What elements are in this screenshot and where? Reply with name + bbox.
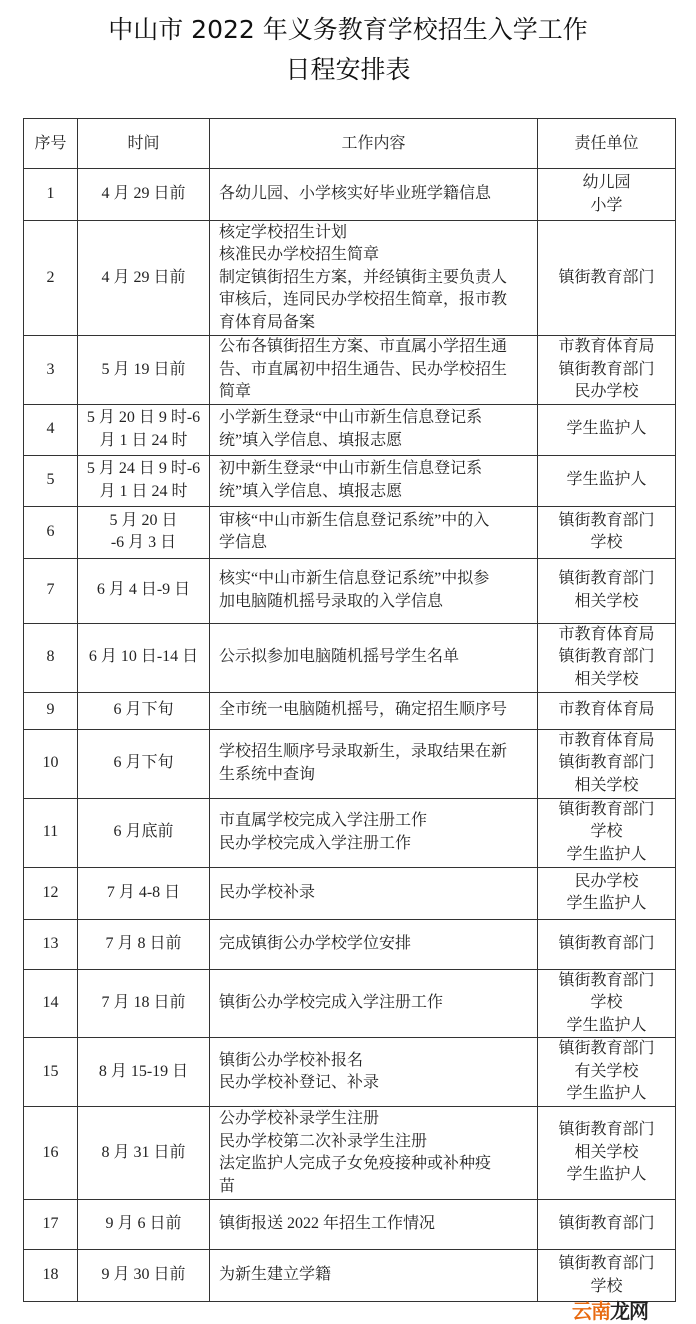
- row-unit: [538, 1107, 676, 1200]
- row-unit-line: 相关学校: [574, 776, 639, 794]
- row-unit-line: 学校: [590, 1277, 623, 1295]
- row-time: [78, 919, 210, 969]
- row-time-line: 7 月 18 日前: [101, 994, 186, 1011]
- row-content-line: 镇街公办学校补报名: [219, 1051, 364, 1069]
- row-content-line: 告、市直属初中招生通告、民办学校招生: [219, 360, 508, 378]
- row-number: 16: [24, 1107, 78, 1200]
- row-time: [78, 1200, 210, 1250]
- row-content-line: 民办学校补录: [219, 883, 316, 901]
- row-content: [210, 729, 538, 798]
- row-unit-line: 民办学校: [574, 872, 639, 890]
- row-unit-line: 镇街教育部门: [558, 1040, 655, 1058]
- row-content: [210, 506, 538, 558]
- table-row: [24, 558, 676, 623]
- row-content-line: 核准民办学校招生简章: [219, 246, 380, 264]
- document-subtitle: 日程安排表: [285, 55, 411, 84]
- row-unit-line: 镇街教育部门: [558, 1121, 655, 1139]
- row-number: 5: [24, 455, 78, 506]
- row-time: [78, 506, 210, 558]
- row-unit-line: 小学: [590, 196, 623, 214]
- row-time-line: 5 月 24 日 9 时-6: [86, 460, 201, 477]
- row-content-line: 公布各镇街招生方案、市直属小学招生通: [219, 338, 508, 355]
- header-unit: 责任单位: [538, 119, 676, 169]
- row-unit-line: 镇街教育部门: [558, 800, 655, 818]
- row-unit-line: 学生监护人: [566, 1085, 647, 1103]
- row-unit: [538, 404, 676, 455]
- row-content-line: 全市统一电脑随机摇号，确定招生顺序号: [219, 701, 508, 719]
- row-unit-line: 学校: [590, 823, 623, 841]
- row-unit: [538, 623, 676, 692]
- row-unit-line: 镇街教育部门: [558, 360, 655, 378]
- row-content-line: 法定监护人完成子女免疫接种或补种疫: [219, 1155, 492, 1172]
- document-title: 中山市 2022 年义务教育学校招生入学工作: [108, 15, 588, 44]
- table-row: [24, 798, 676, 867]
- row-time-line: 月 1 日 24 时: [99, 431, 188, 449]
- row-unit-line: 幼儿园: [582, 174, 631, 191]
- table-row: [24, 692, 676, 729]
- row-number: 9: [24, 692, 78, 729]
- row-content-line: 核实“中山市新生信息登记系统”中拟参: [219, 570, 490, 587]
- row-time-line: 6 月下旬: [113, 754, 174, 772]
- row-unit-line: 民办学校: [574, 383, 639, 400]
- row-number: 4: [24, 404, 78, 455]
- row-time-line: -6 月 3 日: [110, 534, 177, 551]
- table-row: [24, 336, 676, 405]
- table-row: [24, 1038, 676, 1107]
- table-row: [24, 1200, 676, 1250]
- row-unit-line: 学生监护人: [566, 471, 647, 489]
- row-content: [210, 1250, 538, 1302]
- row-unit-line: 市教育体育局: [558, 625, 655, 643]
- row-unit: [538, 867, 676, 919]
- header-content: 工作内容: [210, 119, 538, 169]
- table-row: [24, 221, 676, 336]
- table-row: [24, 404, 676, 455]
- row-unit-line: 镇街教育部门: [558, 754, 655, 772]
- row-content-line: 公办学校补录学生注册: [219, 1110, 380, 1127]
- row-time-line: 5 月 19 日前: [101, 360, 186, 378]
- row-unit: [538, 1038, 676, 1107]
- row-unit-line: 学校: [590, 994, 623, 1011]
- row-number: 6: [24, 506, 78, 558]
- row-unit-line: 镇街教育部门: [558, 1215, 655, 1233]
- row-content: [210, 404, 538, 455]
- row-unit: [538, 455, 676, 506]
- row-time-line: 月 1 日 24 时: [99, 482, 188, 500]
- table-row: [24, 1250, 676, 1302]
- row-number: 7: [24, 558, 78, 623]
- row-unit: [538, 1250, 676, 1302]
- row-content-line: 生系统中查询: [219, 765, 316, 783]
- row-unit-line: 镇街教育部门: [558, 570, 655, 587]
- row-time: [78, 867, 210, 919]
- row-time-line: 8 月 15-19 日: [98, 1062, 189, 1080]
- row-content: [210, 221, 538, 336]
- row-time: [78, 221, 210, 336]
- row-unit-line: 镇街教育部门: [558, 648, 655, 666]
- table-row: [24, 919, 676, 969]
- row-content: [210, 867, 538, 919]
- table-row: [24, 623, 676, 692]
- row-number: 1: [24, 169, 78, 221]
- row-content-line: 核定学校招生计划: [219, 223, 348, 241]
- row-unit: [538, 729, 676, 798]
- row-content: [210, 919, 538, 969]
- row-content-line: 镇街报送 2022 年招生工作情况: [219, 1215, 436, 1233]
- table-row: [24, 506, 676, 558]
- row-time: [78, 623, 210, 692]
- row-unit-line: 镇街教育部门: [558, 511, 655, 529]
- row-number: 17: [24, 1200, 78, 1250]
- row-content-line: 加电脑随机摇号录取的入学信息: [219, 592, 444, 610]
- table-row: [24, 1107, 676, 1200]
- row-time: [78, 455, 210, 506]
- row-content: [210, 1107, 538, 1200]
- row-unit: [538, 336, 676, 405]
- row-time-line: 7 月 8 日前: [105, 934, 182, 952]
- row-content-line: 统”填入学信息、填报志愿: [219, 482, 403, 500]
- row-content-line: 学信息: [219, 534, 268, 551]
- row-number: 12: [24, 867, 78, 919]
- row-unit-line: 学生监护人: [566, 1166, 647, 1184]
- row-unit-line: 市教育体育局: [558, 731, 655, 749]
- row-content-line: 民办学校完成入学注册工作: [219, 834, 412, 852]
- row-content-line: 各幼儿园、小学核实好毕业班学籍信息: [219, 185, 492, 203]
- row-time: [78, 1107, 210, 1200]
- row-number: 11: [24, 798, 78, 867]
- row-unit-line: 相关学校: [574, 670, 639, 688]
- row-content-line: 市直属学校完成入学注册工作: [219, 812, 428, 829]
- row-unit: [538, 506, 676, 558]
- row-unit-line: 镇街教育部门: [558, 971, 655, 989]
- row-time: [78, 692, 210, 729]
- row-time-line: 4 月 29 日前: [101, 185, 186, 203]
- row-content-line: 镇街公办学校完成入学注册工作: [219, 994, 444, 1011]
- row-time: [78, 558, 210, 623]
- row-unit-line: 学生监护人: [566, 1016, 647, 1034]
- row-time-line: 8 月 31 日前: [101, 1143, 186, 1161]
- row-unit: [538, 798, 676, 867]
- row-content-line: 为新生建立学籍: [219, 1266, 332, 1284]
- row-content-line: 简章: [219, 383, 252, 400]
- row-unit-line: 市教育体育局: [558, 701, 655, 719]
- row-content: [210, 169, 538, 221]
- row-time-line: 9 月 30 日前: [101, 1266, 186, 1284]
- row-content: [210, 1038, 538, 1107]
- row-unit-line: 镇街教育部门: [558, 934, 655, 952]
- row-time: [78, 404, 210, 455]
- row-content-line: 公示拟参加电脑随机摇号学生名单: [219, 648, 460, 666]
- row-unit: [538, 558, 676, 623]
- row-time-line: 4 月 29 日前: [101, 268, 186, 286]
- row-time-line: 6 月 10 日-14 日: [88, 648, 199, 666]
- row-content: [210, 558, 538, 623]
- row-time-line: 5 月 20 日: [109, 511, 178, 529]
- row-content: [210, 692, 538, 729]
- row-content-line: 完成镇街公办学校学位安排: [219, 934, 412, 952]
- row-content: [210, 798, 538, 867]
- row-unit-line: 有关学校: [574, 1062, 639, 1080]
- row-time: [78, 336, 210, 405]
- row-content-line: 统”填入学信息、填报志愿: [219, 431, 403, 449]
- row-unit-line: 相关学校: [574, 1143, 639, 1161]
- row-time: [78, 969, 210, 1038]
- row-time-line: 9 月 6 日前: [105, 1215, 182, 1233]
- row-number: 3: [24, 336, 78, 405]
- row-number: 15: [24, 1038, 78, 1107]
- row-number: 13: [24, 919, 78, 969]
- table-row: [24, 969, 676, 1038]
- row-content-line: 育体育局备案: [219, 313, 316, 331]
- row-unit-line: 镇街教育部门: [558, 268, 655, 286]
- row-content: [210, 455, 538, 506]
- row-content-line: 民办学校补登记、补录: [219, 1074, 380, 1091]
- table-row: [24, 729, 676, 798]
- row-unit-line: 学校: [590, 534, 623, 551]
- table-row: [24, 455, 676, 506]
- row-time: [78, 169, 210, 221]
- row-time-line: 6 月 4 日-9 日: [96, 581, 191, 599]
- row-unit-line: 学生监护人: [566, 420, 647, 438]
- table-row: [24, 867, 676, 919]
- row-content: [210, 1200, 538, 1250]
- row-number: 10: [24, 729, 78, 798]
- row-time-line: 6 月下旬: [113, 701, 174, 719]
- header-no: 序号: [24, 119, 78, 169]
- row-unit-line: 学生监护人: [566, 845, 647, 863]
- row-unit-line: 市教育体育局: [558, 338, 655, 355]
- row-time-line: 7 月 4-8 日: [106, 883, 181, 901]
- row-unit: [538, 969, 676, 1038]
- row-content-line: 苗: [219, 1177, 236, 1195]
- row-content-line: 民办学校第二次补录学生注册: [219, 1132, 428, 1150]
- row-number: 14: [24, 969, 78, 1038]
- row-time: [78, 798, 210, 867]
- row-time-line: 6 月底前: [113, 823, 174, 841]
- row-unit-line: 学生监护人: [566, 895, 647, 912]
- row-number: 18: [24, 1250, 78, 1302]
- row-time: [78, 1038, 210, 1107]
- row-time: [78, 1250, 210, 1302]
- row-time-line: 5 月 20 日 9 时-6: [86, 409, 201, 426]
- row-unit-line: 相关学校: [574, 592, 639, 610]
- row-content-line: 审核“中山市新生信息登记系统”中的入: [219, 511, 490, 529]
- row-unit: [538, 692, 676, 729]
- row-unit: [538, 169, 676, 221]
- row-content: [210, 623, 538, 692]
- row-time: [78, 729, 210, 798]
- row-content: [210, 336, 538, 405]
- row-content-line: 初中新生登录“中山市新生信息登记系: [219, 460, 483, 477]
- table-header-row: [24, 119, 676, 169]
- watermark-logo: 云南龙网: [572, 1299, 648, 1323]
- row-content: [210, 969, 538, 1038]
- row-number: 8: [24, 623, 78, 692]
- row-content-line: 学校招生顺序号录取新生，录取结果在新: [219, 743, 508, 760]
- row-unit: [538, 919, 676, 969]
- row-number: 2: [24, 221, 78, 336]
- schedule-table: [23, 118, 676, 1302]
- header-time: 时间: [78, 119, 210, 169]
- row-content-line: 小学新生登录“中山市新生信息登记系: [219, 409, 483, 426]
- row-unit: [538, 1200, 676, 1250]
- row-content-line: 审核后，连同民办学校招生简章，报市教: [219, 291, 508, 309]
- table-row: [24, 169, 676, 221]
- row-content-line: 制定镇街招生方案，并经镇街主要负责人: [219, 268, 508, 286]
- row-unit: [538, 221, 676, 336]
- row-unit-line: 镇街教育部门: [558, 1255, 655, 1272]
